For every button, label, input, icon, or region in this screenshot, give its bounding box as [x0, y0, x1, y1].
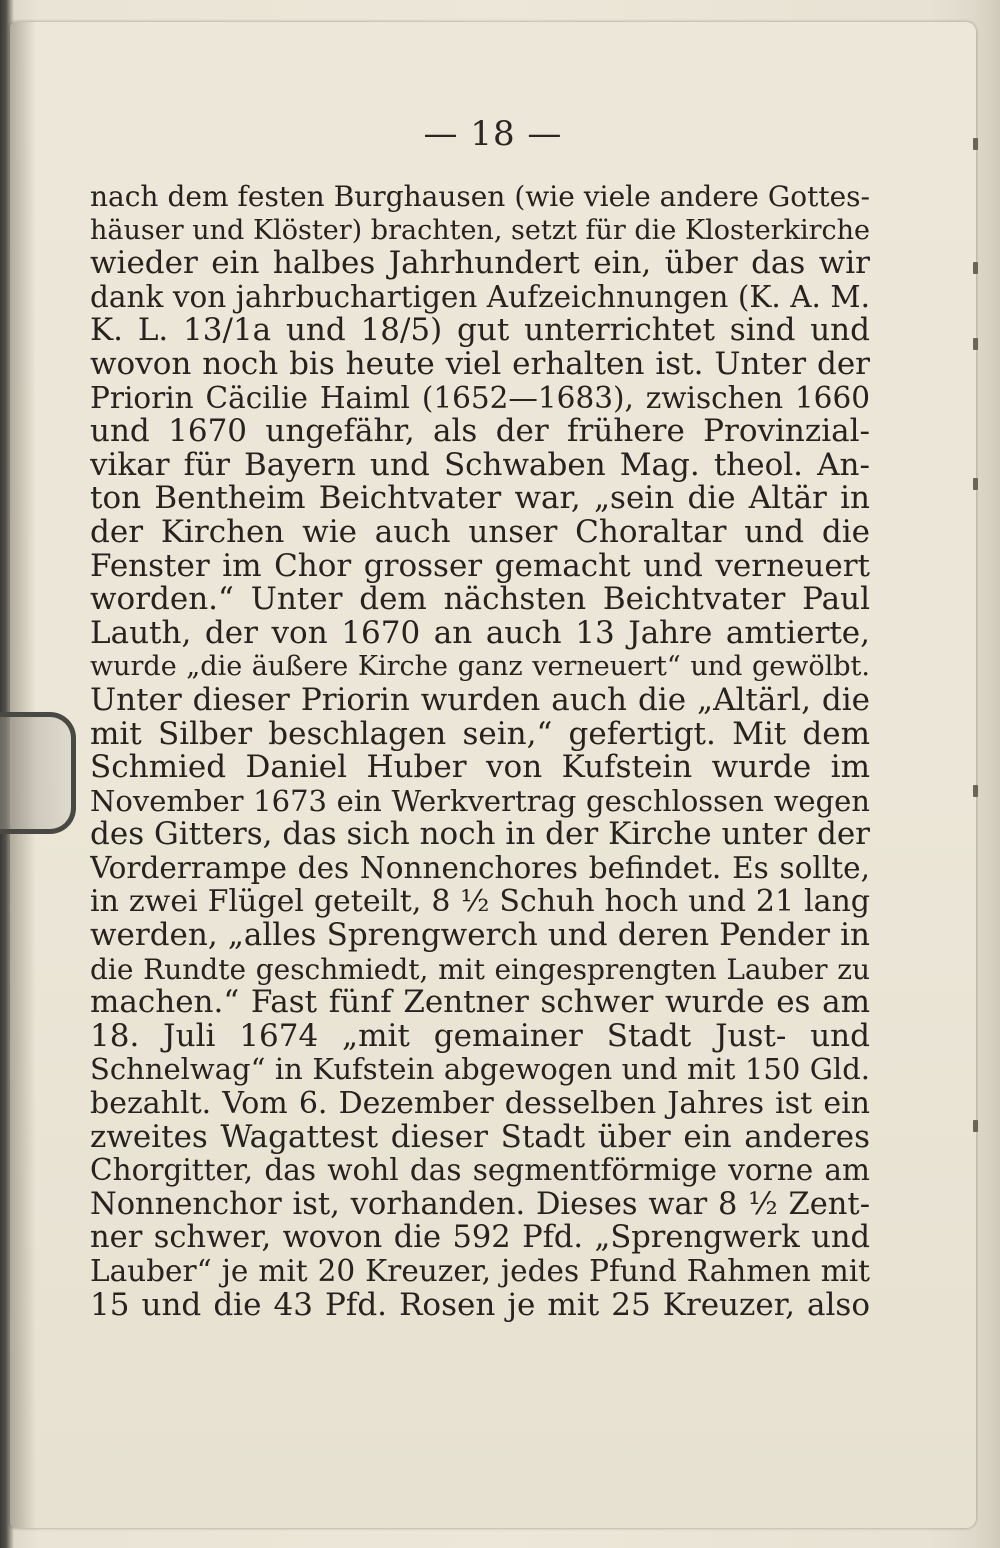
- text-line: der Kirchen wie auch unser Choraltar und die: [90, 515, 870, 550]
- page-edge-mark: [973, 478, 978, 490]
- body-text: [90, 180, 870, 1322]
- text-line: ton Bentheim Beichtvater war, „sein die Altär in: [90, 482, 870, 516]
- text-line: zweites Wagattest dieser Stadt über ein anderes: [90, 1120, 870, 1155]
- text-line: wieder ein halbes Jahrhundert ein, über das wir: [90, 247, 870, 281]
- text-line: November 1673 ein Werkvertrag geschlossen wegen: [90, 784, 870, 818]
- text-line: mit Silber beschlagen sein,“ gefertigt. Mit dem: [90, 717, 870, 752]
- text-line: häuser und Klöster) brachten, setzt für die Klosterkirche: [90, 214, 870, 246]
- text-line: 15 und die 43 Pfd. Rosen je mit 25 Kreuzer, also: [90, 1288, 870, 1323]
- text-line: dank von jahrbuchartigen Aufzeichnungen (K. A. M.: [90, 280, 870, 314]
- text-line: bezahlt. Vom 6. Dezember desselben Jahres ist ein: [90, 1087, 870, 1121]
- text-line: 18. Juli 1674 „mit gemainer Stadt Just- und: [90, 1019, 870, 1054]
- page-edge-mark: [973, 338, 978, 350]
- page-clip: [0, 712, 76, 834]
- page-edge-mark: [973, 1120, 978, 1132]
- page-edge-mark: [973, 785, 978, 797]
- book-page: [10, 22, 976, 1528]
- text-line: Lauber“ je mit 20 Kreuzer, jedes Pfund Rahmen mit: [90, 1255, 870, 1288]
- text-line: vikar für Bayern und Schwaben Mag. theol. An-: [90, 448, 870, 483]
- text-line: worden.“ Unter dem nächsten Beichtvater Paul: [90, 583, 870, 617]
- text-line: nach dem festen Burghausen (wie viele andere Gottes-: [90, 180, 870, 213]
- text-line: Lauth, der von 1670 an auch 13 Jahre amtierte,: [90, 616, 870, 651]
- text-line: Chorgitter, das wohl das segmentförmige vorne am: [90, 1154, 870, 1188]
- text-line: Vorderrampe des Nonnenchores befindet. Es sollte,: [90, 851, 870, 885]
- text-line: werden, „alles Sprengwerch und deren Pender in: [90, 919, 870, 953]
- text-line: Priorin Cäcilie Haiml (1652—1683), zwischen 1660: [90, 381, 870, 415]
- text-line: K. L. 13/1a und 18/5) gut unterrichtet sind und: [90, 314, 870, 348]
- text-line: die Rundte geschmiedt, mit eingesprengten Lauber zu: [90, 952, 870, 986]
- page-edge-mark: [973, 138, 978, 150]
- text-line: wurde „die äußere Kirche ganz verneuert“ und gewölbt.: [90, 651, 870, 683]
- text-line: Fenster im Chor grosser gemacht und verneuert: [90, 549, 870, 584]
- text-line: Schnelwag“ in Kufstein abgewogen und mit 150 Gld.: [90, 1053, 870, 1087]
- text-line: in zwei Flügel geteilt, 8 ½ Schuh hoch und 21 lang: [90, 885, 870, 920]
- text-line: und 1670 ungefähr, als der frühere Provinzial-: [90, 415, 870, 449]
- text-line: des Gitters, das sich noch in der Kirche unter der: [90, 818, 870, 852]
- text-line: Unter dieser Priorin wurden auch die „Altärl, die: [90, 683, 870, 718]
- page-edge-mark: [973, 262, 978, 274]
- text-line: machen.“ Fast fünf Zentner schwer wurde es am: [90, 986, 870, 1020]
- text-line: Nonnenchor ist, vorhanden. Dieses war 8 ½ Zent-: [90, 1187, 870, 1222]
- text-line: wovon noch bis heute viel erhalten ist. Unter der: [90, 347, 870, 382]
- text-line: ner schwer, wovon die 592 Pfd. „Sprengwerk und: [90, 1221, 870, 1255]
- text-line: Schmied Daniel Huber von Kufstein wurde im: [90, 751, 870, 785]
- page-number: — 18 —: [423, 114, 563, 154]
